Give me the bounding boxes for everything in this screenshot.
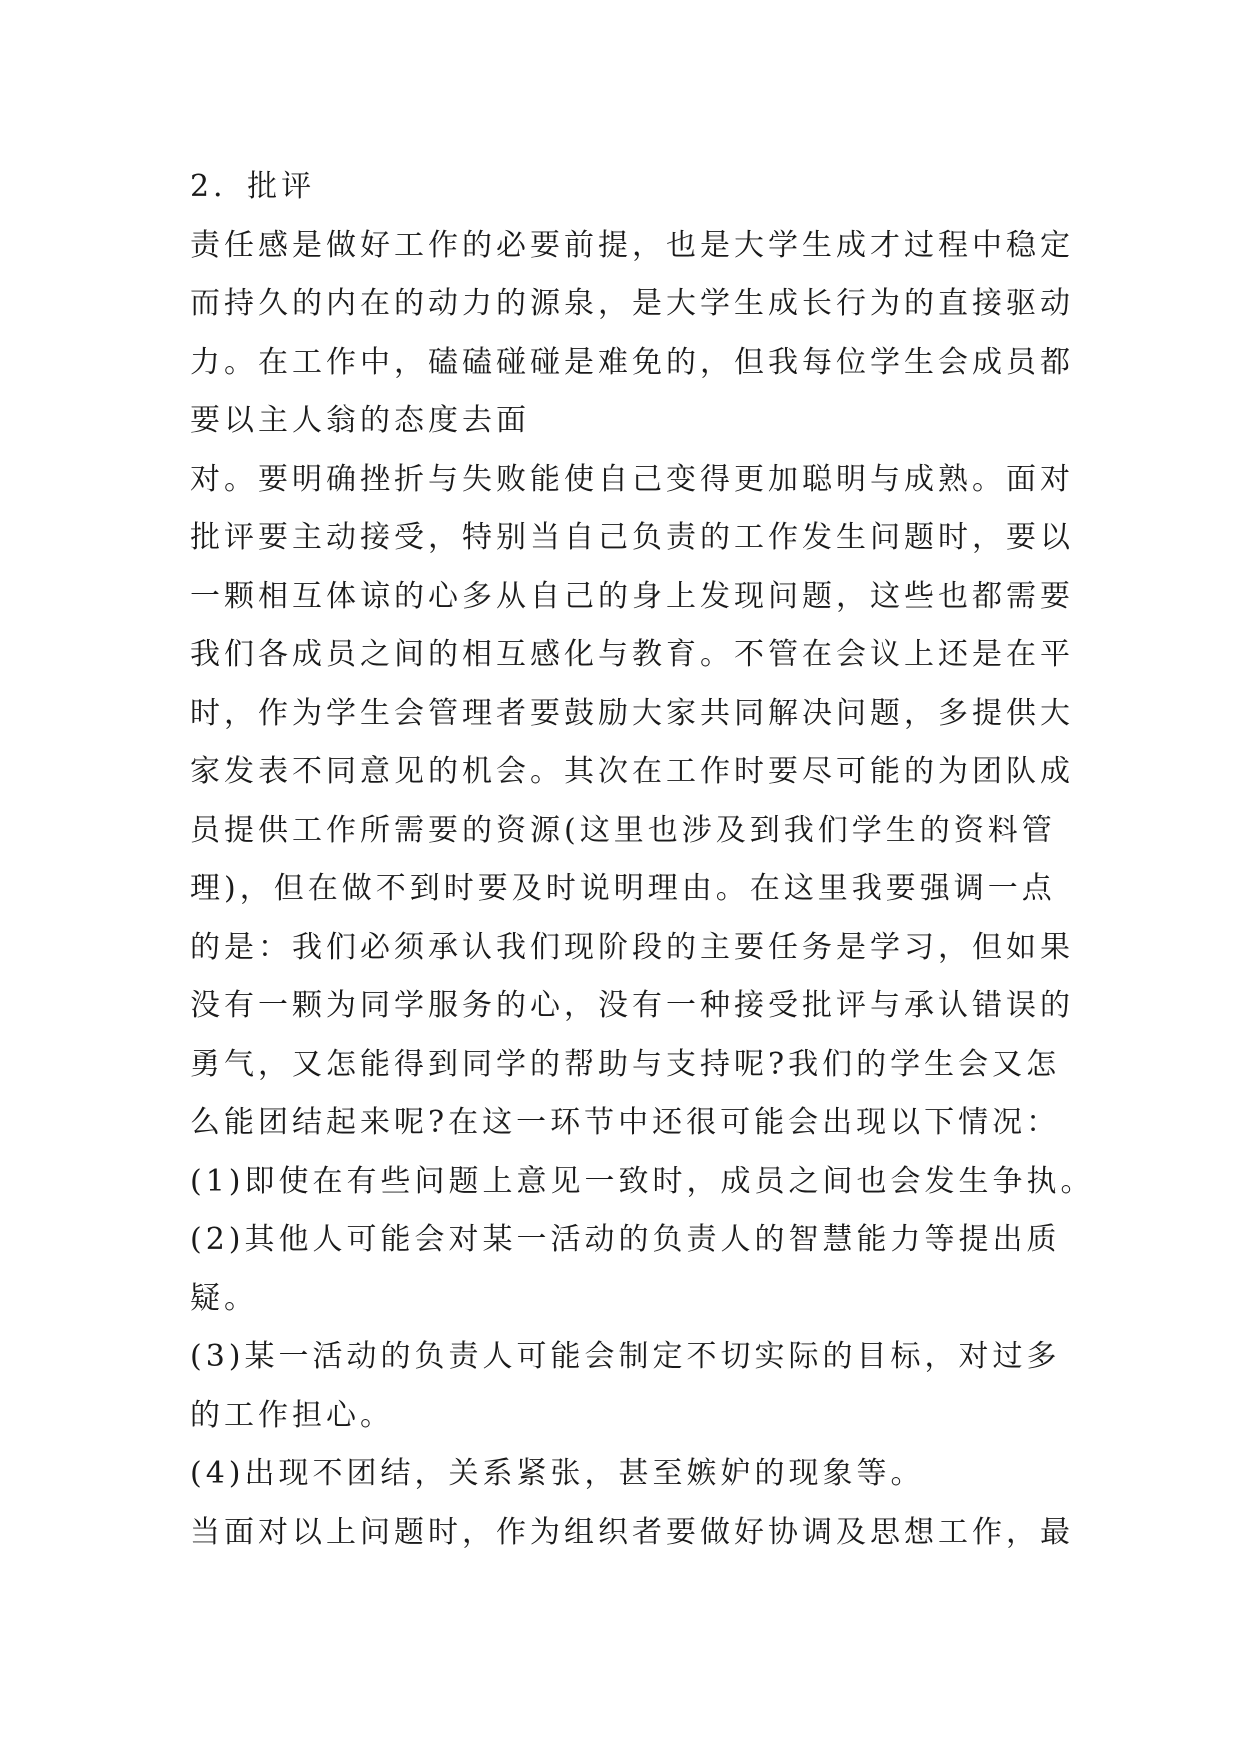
list-item-line: (1)即使在有些问题上意见一致时，成员之间也会发生争执。: [190, 1163, 1095, 1199]
list-item-line: (3)某一活动的负责人可能会制定不切实际的目标，对过多: [190, 1339, 1061, 1374]
paragraph-line: 我们各成员之间的相互感化与教育。不管在会议上还是在平: [190, 637, 1074, 672]
paragraph-line: 要以主人翁的态度去面: [190, 403, 530, 438]
paragraph-line: 力。在工作中，磕磕碰碰是难免的，但我每位学生会成员都: [190, 344, 1074, 380]
paragraph-line: 员提供工作所需要的资源(这里也涉及到我们学生的资料管: [190, 812, 1056, 848]
paragraph-line: 的是：我们必须承认我们现阶段的主要任务是学习，但如果: [190, 929, 1074, 965]
paragraph-line: 对。要明确挫折与失败能使自己变得更加聪明与成熟。面对: [190, 461, 1074, 497]
list-item-line: 的工作担心。: [190, 1397, 394, 1433]
body-text: [190, 158, 1095, 1562]
paragraph-line: 时，作为学生会管理者要鼓励大家共同解决问题，多提供大: [190, 695, 1074, 731]
section-heading: 2．批评: [190, 169, 316, 204]
paragraph-line: 理)，但在做不到时要及时说明理由。在这里我要强调一点: [190, 871, 1056, 906]
paragraph-line: 一颗相互体谅的心多从自己的身上发现问题，这些也都需要: [190, 578, 1074, 614]
list-item-line: (2)其他人可能会对某一活动的负责人的智慧能力等提出质: [190, 1222, 1061, 1257]
list-item-line: 疑。: [190, 1280, 258, 1316]
paragraph-line: 家发表不同意见的机会。其次在工作时要尽可能的为团队成: [190, 754, 1074, 789]
paragraph-line: 批评要主动接受，特别当自己负责的工作发生问题时，要以: [190, 520, 1074, 555]
paragraph-line: 么能团结起来呢?在这一环节中还很可能会出现以下情况：: [190, 1105, 1061, 1140]
paragraph-line: 责任感是做好工作的必要前提，也是大学生成才过程中稳定: [190, 227, 1074, 263]
paragraph-line: 当面对以上问题时，作为组织者要做好协调及思想工作，最: [190, 1514, 1074, 1550]
paragraph-line: 而持久的内在的动力的源泉，是大学生成长行为的直接驱动: [190, 286, 1074, 321]
paragraph-line: 没有一颗为同学服务的心，没有一种接受批评与承认错误的: [190, 988, 1074, 1023]
paragraph-line: 勇气，又怎能得到同学的帮助与支持呢?我们的学生会又怎: [190, 1046, 1061, 1082]
list-item-line: (4)出现不团结，关系紧张，甚至嫉妒的现象等。: [190, 1456, 925, 1491]
